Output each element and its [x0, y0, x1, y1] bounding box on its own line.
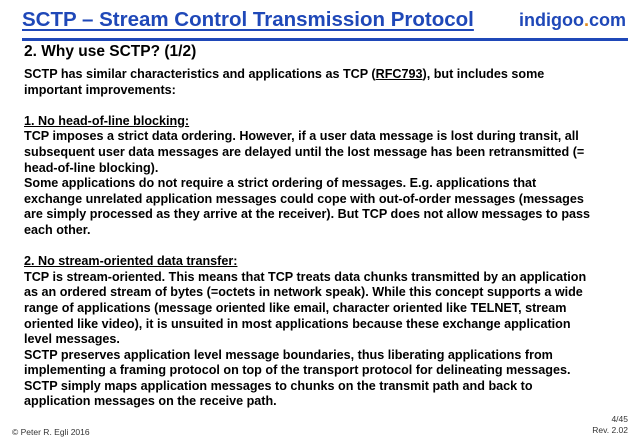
s1-line: exchange unrelated application messages could cope with out-of-order messages (messages [24, 191, 584, 206]
s1-line: Some applications do not require a strict ordering of messages. E.g. applications that [24, 176, 537, 191]
copyright-notice: © Peter R. Egli 2016 [12, 427, 90, 437]
s2-line: application messages on the receive path. [24, 394, 277, 409]
s1-line: head-of-line blocking). [24, 160, 159, 175]
s2-line: SCTP simply maps application messages to chunks on the transmit path and back to [24, 378, 533, 393]
intro-paragraph [24, 67, 628, 83]
s2-line: range of applications (message oriented like email, character oriented like TELNET, stream [24, 300, 567, 315]
logo-dot: . [583, 10, 589, 30]
s2-line: oriented like video), it is unsuited in most applications because these exchange application [24, 316, 571, 331]
spacer [24, 98, 628, 114]
rfc793-link[interactable]: RFC793 [375, 67, 423, 81]
s1-line: each other. [24, 222, 91, 237]
revision-label: Rev. 2.02 [592, 425, 628, 435]
title-divider [22, 38, 628, 41]
s2-line: implementing a framing protocol on top of the transport protocol for delineating messages. [24, 363, 571, 378]
s2-line: as an ordered stream of bytes (=octets in network speak). While this concept supports a wide [24, 285, 583, 300]
s1-line: TCP imposes a strict data ordering. However, if a user data message is lost during transit, all [24, 129, 579, 144]
s1-line: are simply processed as they arrive at the receiver). But TCP does not allow messages to pass [24, 207, 591, 222]
logo-text-com: com [588, 10, 626, 30]
section2-heading: 2. No stream-oriented data transfer: [24, 254, 238, 269]
slide-title: SCTP – Stream Control Transmission Protocol [22, 8, 474, 31]
section1-heading: 1. No head-of-line blocking: [24, 113, 190, 128]
intro-text-b: ), but includes some [422, 67, 545, 81]
section-subtitle: 2. Why use SCTP? (1/2) [24, 43, 197, 60]
logo-text-indigoo: indigoo [518, 10, 584, 30]
page-info [592, 414, 628, 436]
s1-line: subsequent user data messages are delayed until the lost message has been retransmitted (= [24, 144, 585, 159]
slide-body [24, 67, 628, 410]
intro-line-2: important improvements: [24, 82, 176, 97]
s2-line: SCTP preserves application level message boundaries, thus liberating applications from [24, 347, 553, 362]
spacer [24, 239, 628, 255]
intro-text-a: SCTP has similar characteristics and applications as TCP ( [24, 67, 376, 81]
s2-line: level messages. [24, 332, 120, 347]
page-number: 4/45 [611, 414, 628, 424]
brand-logo [519, 10, 626, 31]
s2-line: TCP is stream-oriented. This means that TCP treats data chunks transmitted by an application [24, 269, 587, 284]
